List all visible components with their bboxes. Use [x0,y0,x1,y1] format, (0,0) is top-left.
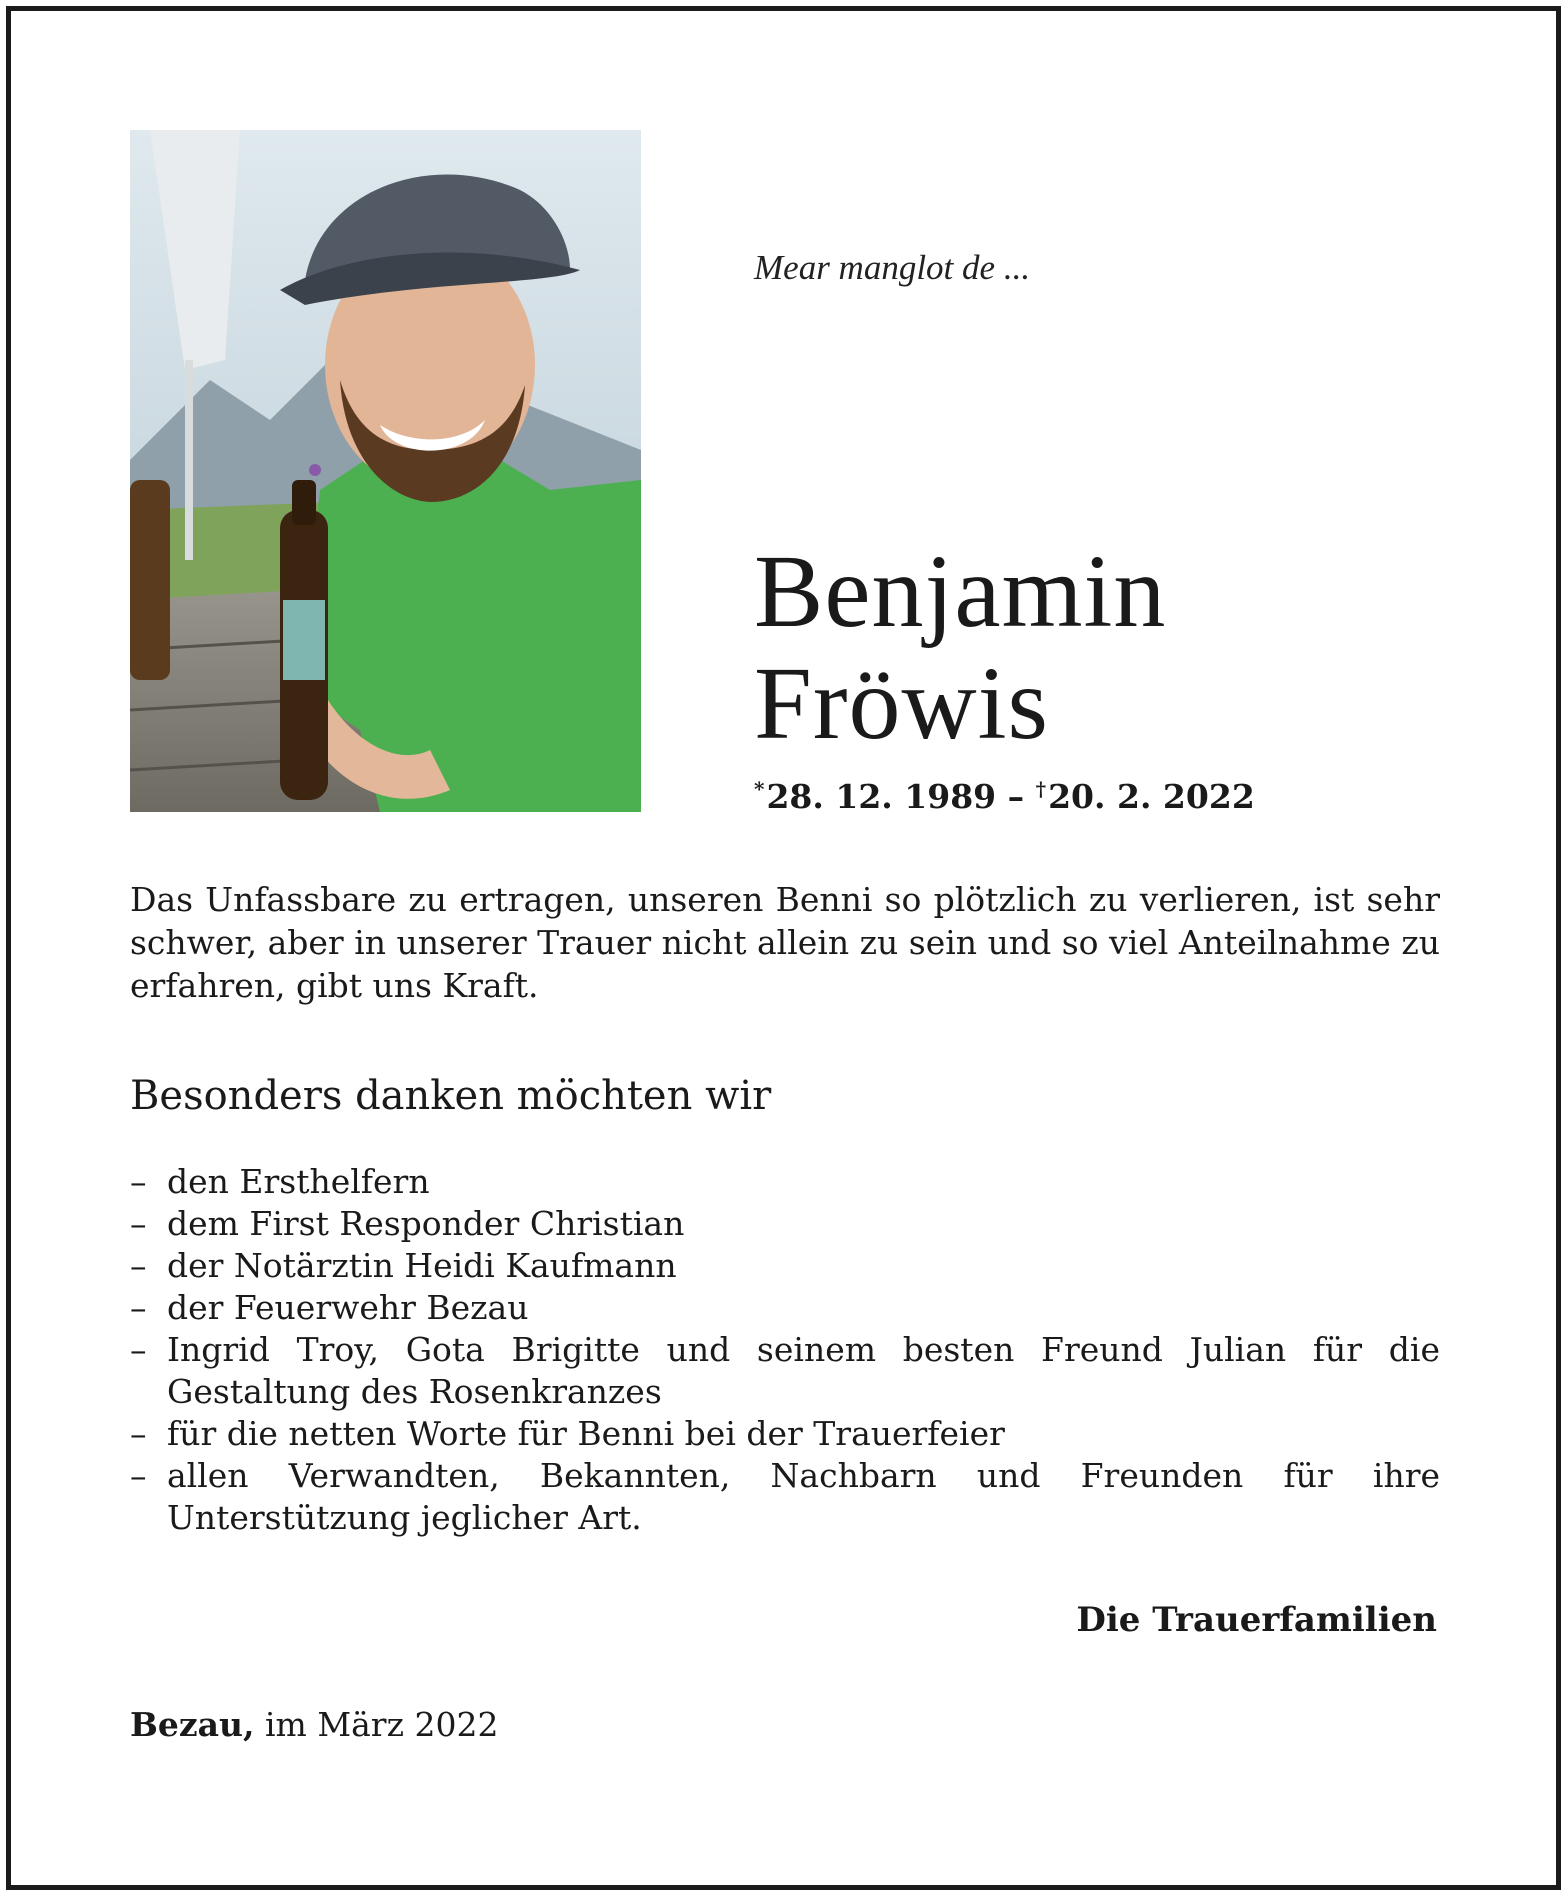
motto: Mear manglot de ... [754,248,1031,287]
issue-date: im März 2022 [265,1705,499,1744]
intro-paragraph: Das Unfassbare zu ertragen, unseren Benni so plötzlich zu verlieren, ist sehr schwer, aber in unserer Trauer nicht allein zu sein und so viel Anteilnahme zu erfahren, gibt uns Kraft. [130,880,1440,1005]
town: Bezau, [130,1705,255,1744]
thanks-heading: Besonders danken möchten wir [130,1073,772,1119]
born-symbol: * [754,777,765,801]
life-dates [754,777,1255,816]
signoff: Die Trauerfamilien [1076,1600,1437,1640]
place-date [130,1705,498,1744]
list-item: – den Ersthelfern [130,1161,1440,1203]
last-name: Fröwis [754,646,1049,761]
list-item: – allen Verwandten, Bekannten, Nachbarn und Freunden für ihre Unterstützung jeglicher Art. [130,1455,1440,1539]
list-item: – Ingrid Troy, Gota Brigitte und seinem besten Freund Julian für die Gestaltung des Rosenkranzes [130,1329,1440,1413]
list-item: – der Feuerwehr Bezau [130,1287,1440,1329]
date-separator: – [1007,777,1025,816]
portrait-photo [130,130,641,812]
list-item: – dem First Responder Christian [130,1203,1440,1245]
thanks-list [130,1161,1440,1539]
death-date: 20. 2. 2022 [1048,777,1255,816]
died-symbol: † [1035,777,1047,801]
birth-date: 28. 12. 1989 [766,777,997,816]
list-item: – für die netten Worte für Benni bei der Trauerfeier [130,1413,1440,1455]
first-name: Benjamin [754,534,1167,649]
list-item: – der Notärztin Heidi Kaufmann [130,1245,1440,1287]
portrait-photo-icon [130,130,641,812]
deceased-name [754,536,1166,760]
